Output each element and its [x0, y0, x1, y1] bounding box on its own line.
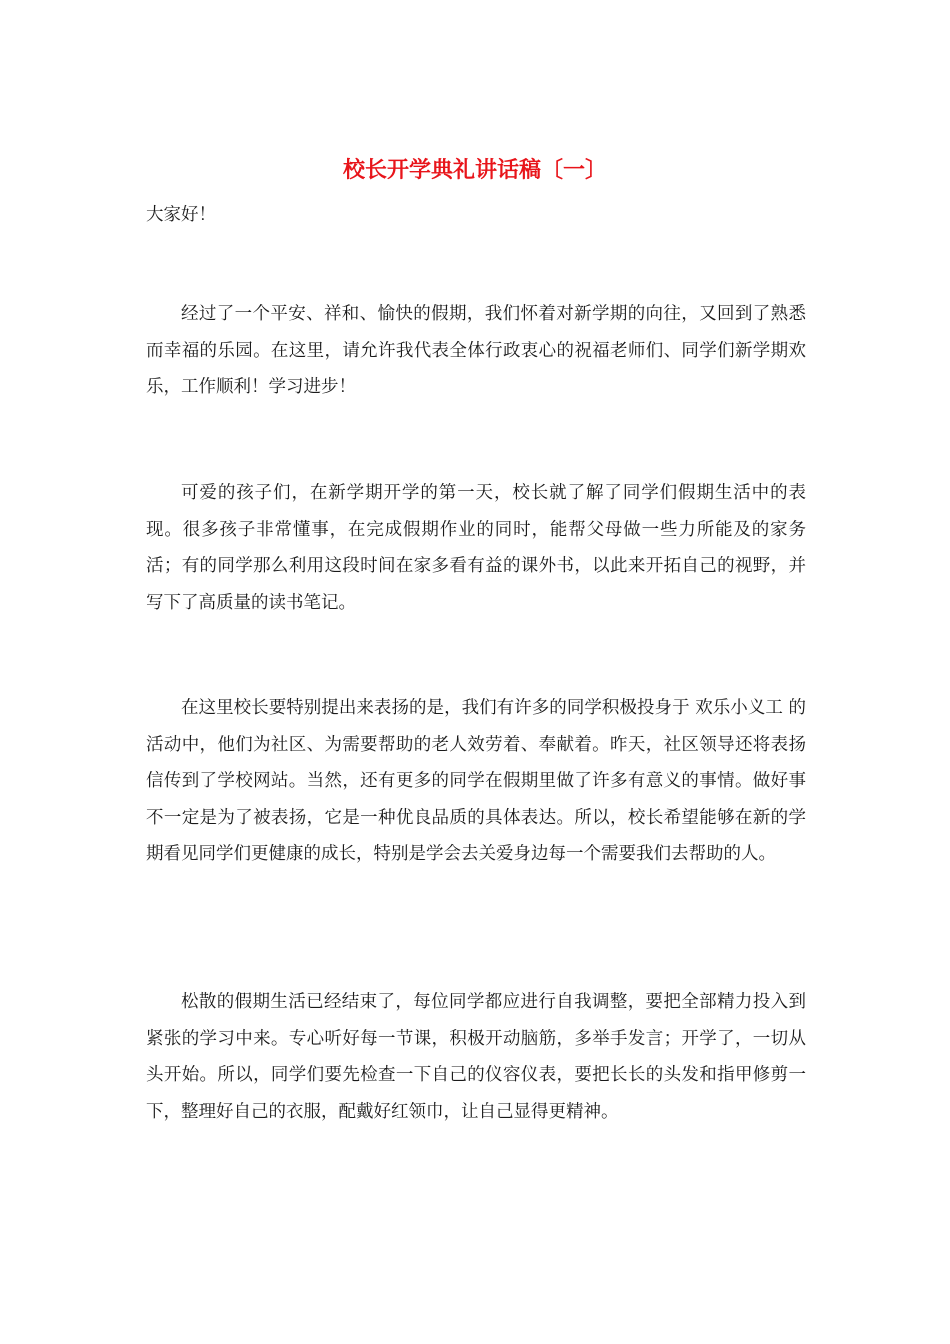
greeting-text: 大家好！: [146, 205, 216, 225]
document-title: 校长开学典礼讲话稿〔一〕: [342, 157, 607, 183]
paragraph-4: 松散的假期生活已经结束了，每位同学都应进行自我调整，要把全部精力投入到紧张的学习中来。专心听好每一节课，积极开动脑筋，多举手发言；开学了，一切从头开始。所以，同学们要先检查一下自己的仪容仪表，要把长长的头发和指甲修剪一下，整理好自己的衣服，配戴好红领巾，让自己显得更精神。: [146, 992, 806, 1122]
paragraph-3: 在这里校长要特别提出来表扬的是，我们有许多的同学积极投身于 欢乐小义工 的活动中，他们为社区、为需要帮助的老人效劳着、奉献着。昨天，社区领导还将表扬信传到了学校网站。当然，还有更多的同学在假期里做了许多有意义的事情。做好事不一定是为了被表扬，它是一种优良品质的具体表达。所以，校长希望能够在新的学期看见同学们更健康的成长，特别是学会去关爱身边每一个需要我们去帮助的人。: [146, 698, 806, 864]
paragraph-2: 可爱的孩子们，在新学期开学的第一天，校长就了解了同学们假期生活中的表现。很多孩子非常懂事，在完成假期作业的同时，能帮父母做一些力所能及的家务活；有的同学那么利用这段时间在家多看有益的课外书，以此来开拓自己的视野，并写下了高质量的读书笔记。: [146, 483, 806, 613]
paragraph-1: 经过了一个平安、祥和、愉快的假期，我们怀着对新学期的向往，又回到了熟悉而幸福的乐园。在这里，请允许我代表全体行政衷心的祝福老师们、同学们新学期欢乐，工作顺利！学习进步！: [146, 304, 806, 397]
